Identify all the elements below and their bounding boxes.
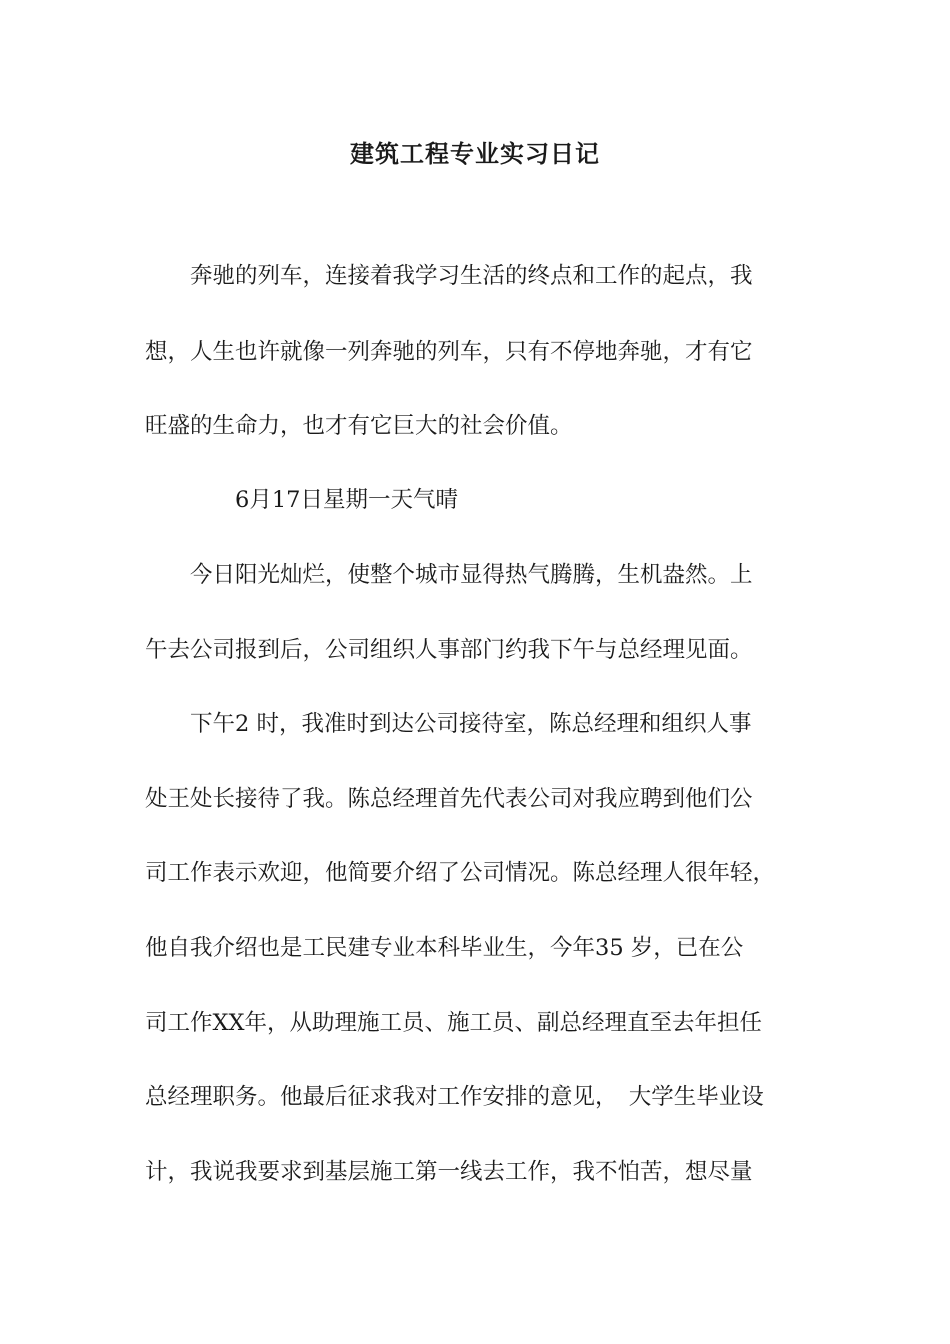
text-line: 下午2 时，我准时到达公司接待室，陈总经理和组织人事 [145,711,752,737]
text-line: 处王处长接待了我。陈总经理首先代表公司对我应聘到他们公 [145,786,753,812]
text-line: 他自我介绍也是工民建专业本科毕业生，今年35 岁，已在公 [145,935,744,961]
text-line: 6月17日星期一天气晴 [145,487,458,513]
document-title: 建筑工程专业实习日记 [350,140,600,168]
text-line: 午去公司报到后，公司组织人事部门约我下午与总经理见面。 [145,637,753,663]
text-line: 计，我说我要求到基层施工第一线去工作，我不怕苦，想尽量 [145,1159,753,1185]
text-line: 司工作表示欢迎，他简要介绍了公司情况。陈总经理人很年轻， [145,860,776,886]
text-line: 旺盛的生命力，也才有它巨大的社会价值。 [145,413,573,439]
text-line: 司工作XX年，从助理施工员、施工员、副总经理直至去年担任 [145,1010,763,1036]
text-line: 想，人生也许就像一列奔驰的列车，只有不停地奔驰，才有它 [145,339,753,365]
text-line: 今日阳光灿烂，使整个城市显得热气腾腾，生机盎然。上 [145,562,753,588]
text-line: 总经理职务。他最后征求我对工作安排的意见， 大学生毕业设 [145,1084,764,1110]
text-line: 奔驰的列车，连接着我学习生活的终点和工作的起点，我 [145,263,753,289]
